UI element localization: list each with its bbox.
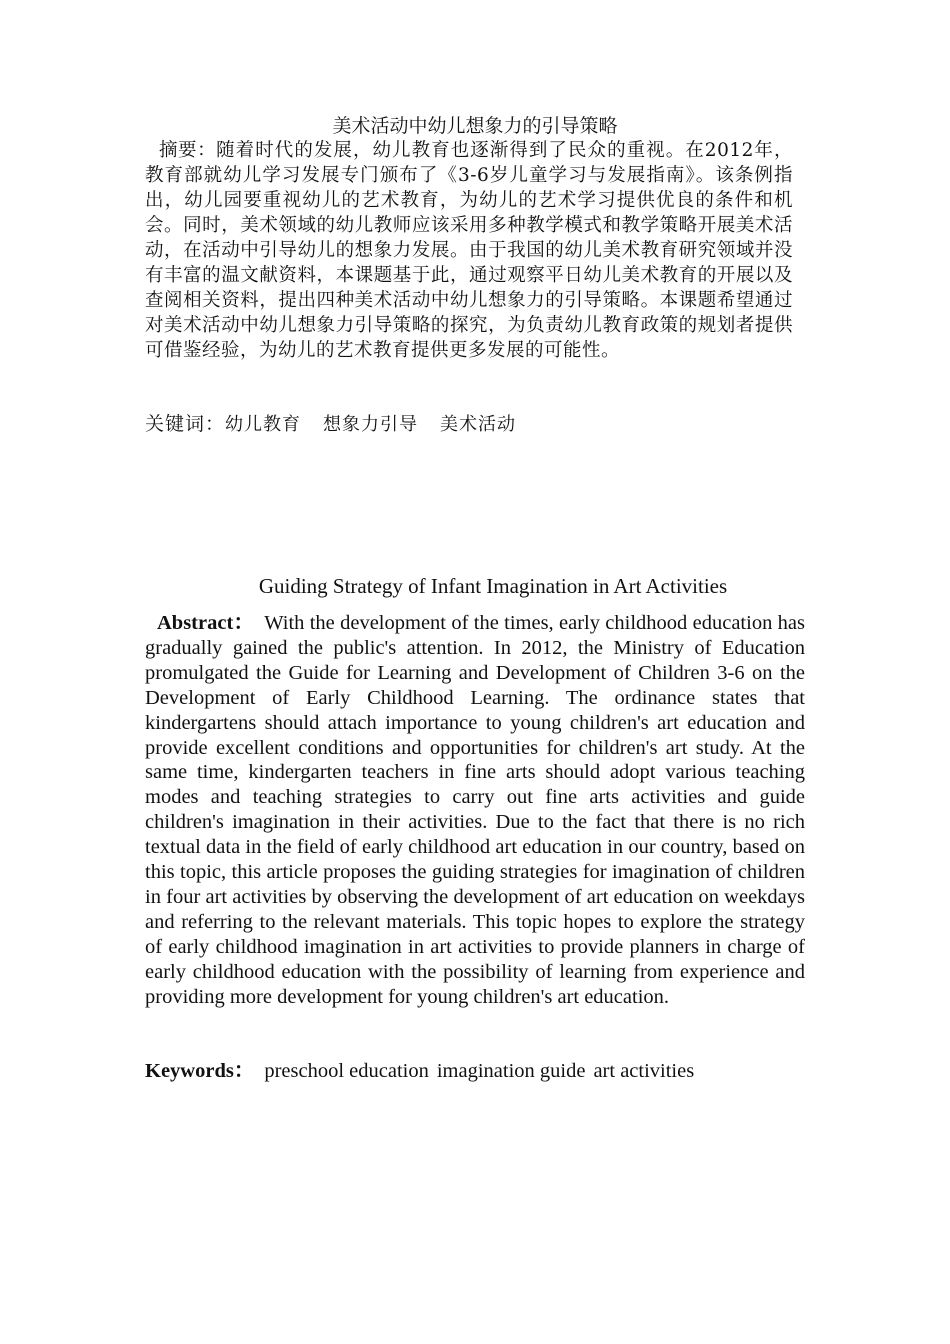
english-keyword: preschool education [264,1060,429,1082]
english-abstract-label: Abstract： [157,612,255,634]
chinese-keywords-label: 关键词： [145,413,226,435]
english-keywords-label: Keywords： [145,1060,255,1082]
chinese-abstract-text: 随着时代的发展，幼儿教育也逐渐得到了民众的重视。在2012年，教育部就幼儿学习发展专门颁布了《3-6岁儿童学习与发展指南》。该条例指出，幼儿园要重视幼儿的艺术教育，为幼儿的艺术学习提供优良的条件和机会。同时，美术领域的幼儿教师应该采用多种教学模式和教学策略开展美术活动，在活动中引导幼儿的想象力发展。由于我国的幼儿美术教育研究领域并没有丰富的温文献资料，本课题基于此，通过观察平日幼儿美术教育的开展以及查阅相关资料，提出四种美术活动中幼儿想象力的引导策略。本课题希望通过对美术活动中幼儿想象力引导策略的探究，为负责幼儿教育政策的规划者提供可借鉴经验，为幼儿的艺术教育提供更多发展的可能性。 [145,140,793,361]
english-abstract-text: With the development of the times, early childhood education has gradually gained the public's attention. In 2012, the Ministry of Education promulgated the Guide for Learning and Development of Children 3-6 on the Development of Early Childhood Learning. The ordinance states that kindergartens should attach importance to young children's art education and provide excellent conditions and opportunities for children's art study. At the same time, kindergarten teachers in fine arts should adopt various teaching modes and teaching strategies to carry out fine arts activities and guide children's imagination in their activities. Due to the fact that there is no rich textual data in the field of early childhood art education in our country, based on this topic, this article proposes the guiding strategies for imagination of children in four art activities by observing the development of art education on weekdays and referring to the relevant materials. This topic hopes to explore the strategy of early childhood imagination in art activities to provide planners in charge of early childhood education with the possibility of learning from experience and providing more development for young children's art education. [145,612,805,1008]
english-keywords [145,1059,805,1084]
chinese-keywords [145,412,805,437]
english-keyword: art activities [593,1060,695,1082]
chinese-keyword: 幼儿教育 [225,414,302,435]
chinese-keyword: 想象力引导 [323,414,419,435]
chinese-title: 美术活动中幼儿想象力的引导策略 [332,115,618,137]
english-keyword: imagination guide [436,1060,586,1082]
english-title: Guiding Strategy of Infant Imagination in Art Activities [258,574,728,598]
chinese-abstract-label: 摘要： [159,140,217,161]
chinese-keyword: 美术活动 [440,414,517,435]
chinese-abstract [145,138,793,363]
english-abstract [145,611,805,1010]
